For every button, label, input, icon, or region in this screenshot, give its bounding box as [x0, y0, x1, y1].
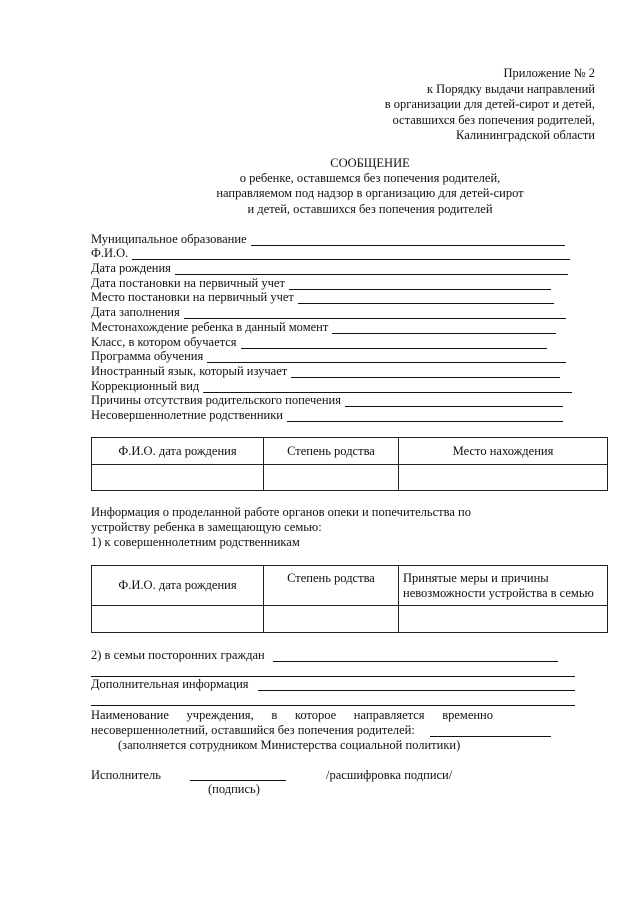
field-parental-care-reasons[interactable]: [91, 393, 576, 408]
measures-table: [91, 565, 608, 633]
field-study-program[interactable]: [91, 349, 576, 364]
table-cell[interactable]: [92, 606, 264, 633]
institution-line2: [91, 723, 415, 738]
fill-line[interactable]: [184, 307, 566, 319]
table-cell[interactable]: [264, 465, 399, 491]
field-label: Муниципальное образование: [91, 231, 247, 246]
field-label: Местонахождение ребенка в данный момент: [91, 319, 329, 334]
field-birth-date[interactable]: [91, 260, 576, 275]
field-label: Дата рождения: [91, 261, 171, 276]
info-item-adult-relatives: 1) к совершеннолетним родственникам: [91, 535, 300, 549]
fill-line[interactable]: [251, 234, 565, 246]
additional-label: Дополнительная информация: [91, 677, 249, 691]
title-subtitle-line: и детей, оставшихся без попечения родителей: [247, 201, 493, 216]
fill-line[interactable]: [430, 736, 551, 737]
title-subtitle-line: направляемом под надзор в организацию для детей-сирот: [216, 186, 524, 201]
signature-line[interactable]: [190, 780, 286, 781]
title-subtitle-line: о ребенке, оставшемся без попечения родителей,: [239, 171, 501, 186]
fill-line[interactable]: [287, 410, 563, 422]
field-correctional-type[interactable]: [91, 378, 576, 393]
appendix-header: [385, 66, 595, 144]
additional-info: [91, 677, 249, 692]
info-line: Информация о проделанной работе органов опеки и попечительства по: [91, 505, 471, 519]
field-full-name[interactable]: [91, 246, 576, 261]
info-line: устройству ребенка в замещающую семью:: [91, 520, 322, 534]
appendix-line: в организации для детей-сирот и детей,: [384, 97, 595, 112]
guardianship-info: [91, 505, 531, 550]
fill-line[interactable]: [258, 690, 575, 691]
fill-line[interactable]: [91, 705, 575, 706]
table-cell[interactable]: [399, 606, 608, 633]
field-label: Иностранный язык, который изучает: [91, 363, 288, 378]
item2-label: 2) в семьи посторонних граждан: [91, 648, 265, 662]
title-heading: СООБЩЕНИЕ: [330, 156, 410, 170]
field-label: Дата постановки на первичный учет: [91, 275, 285, 290]
fill-line[interactable]: [273, 661, 558, 662]
field-foreign-language[interactable]: [91, 363, 576, 378]
signature-caption: (подпись): [208, 782, 260, 796]
fill-line[interactable]: [289, 278, 551, 290]
fill-line[interactable]: [298, 292, 554, 304]
field-label: Место постановки на первичный учет: [91, 290, 294, 305]
field-minor-relatives[interactable]: [91, 407, 576, 422]
table-header-cell: Место нахождения: [399, 438, 608, 465]
field-label: Программа обучения: [91, 349, 204, 364]
fill-line[interactable]: [241, 337, 547, 349]
table-cell[interactable]: [264, 606, 399, 633]
appendix-line: к Порядку выдачи направлений: [426, 81, 595, 96]
field-label: Класс, в котором обучается: [91, 334, 237, 349]
table-header-cell: Степень родства: [264, 438, 399, 465]
fill-line[interactable]: [203, 381, 572, 393]
fill-line[interactable]: [332, 322, 556, 334]
relatives-table: [91, 437, 608, 491]
table-cell[interactable]: [399, 465, 608, 491]
field-label: Ф.И.О.: [91, 246, 129, 261]
field-label: Несовершеннолетние родственники: [91, 407, 283, 422]
fill-line[interactable]: [175, 263, 568, 275]
field-municipality[interactable]: [91, 231, 576, 246]
item-unrelated-families: [91, 648, 265, 663]
fill-line[interactable]: [291, 366, 560, 378]
fill-line[interactable]: [132, 248, 570, 260]
field-current-location[interactable]: [91, 319, 576, 334]
child-info-fields: [91, 231, 576, 422]
appendix-line: Приложение № 2: [503, 66, 595, 80]
field-fill-date[interactable]: [91, 304, 576, 319]
field-registration-date[interactable]: [91, 275, 576, 290]
table-header-cell: Степень родства: [264, 566, 399, 606]
field-label: Дата заполнения: [91, 305, 180, 320]
document-title: [140, 156, 600, 217]
table-header-cell: Принятые меры и причины невозможности устройства в семью: [399, 566, 608, 606]
field-label: Коррекционный вид: [91, 378, 200, 393]
field-label: Причины отсутствия родительского попечения: [91, 393, 341, 408]
table-header-cell: Ф.И.О. дата рождения: [92, 438, 264, 465]
table-header-cell: Ф.И.О. дата рождения: [92, 566, 264, 606]
appendix-line: Калининградской области: [456, 128, 595, 143]
institution-note: (заполняется сотрудником Министерства социальной политики): [118, 738, 461, 752]
decode-label: /расшифровка подписи/: [326, 768, 453, 782]
table-cell[interactable]: [92, 465, 264, 491]
appendix-line: оставшихся без попечения родителей,: [392, 112, 595, 127]
field-school-class[interactable]: [91, 334, 576, 349]
fill-line[interactable]: [345, 395, 563, 407]
executor-label: Исполнитель: [91, 768, 161, 782]
fill-line[interactable]: [207, 351, 566, 363]
institution-line: Наименование учреждения, в которое направляется временно: [91, 708, 493, 722]
field-registration-place[interactable]: [91, 290, 576, 305]
institution-label: несовершеннолетний, оставшийся без попечения родителей:: [91, 723, 415, 737]
